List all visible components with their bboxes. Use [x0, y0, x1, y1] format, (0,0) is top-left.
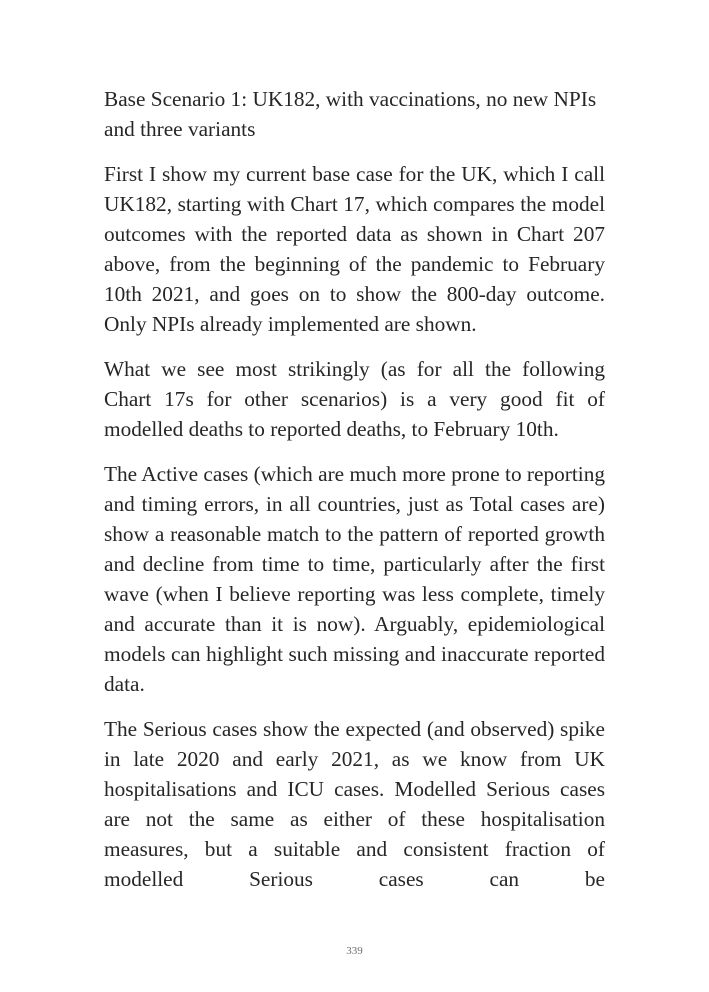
- page-content: [104, 84, 605, 894]
- paragraph-4: The Serious cases show the expected (and observed) spike in late 2020 and early 2021, as we know from UK hospitalisations and ICU cases. Modelled Serious cases are not the same as either of these hospitalisation measures, but a suitable and consistent fraction of modelled Serious cases can be: [104, 717, 605, 891]
- paragraph-2: What we see most strikingly (as for all the following Chart 17s for other scenarios) is a very good fit of modelled deaths to reported deaths, to February 10th.: [104, 357, 605, 441]
- section-heading: Base Scenario 1: UK182, with vaccinations, no new NPIs and three variants: [104, 87, 597, 141]
- paragraph-3: The Active cases (which are much more prone to reporting and timing errors, in all countries, just as Total cases are) show a reasonable match to the pattern of reported growth and decline from time to time, particularly after the first wave (when I believe reporting was less complete, timely and accurate than it is now). Arguably, epidemiological models can highlight such missing and inaccurate reported data.: [104, 462, 605, 696]
- page-number: 339: [346, 945, 363, 957]
- paragraph-1: First I show my current base case for the UK, which I call UK182, starting with Chart 17, which compares the model outcomes with the reported data as shown in Chart 207 above, from the beginning of the pandemic to February 10th 2021, and goes on to show the 800-day outcome. Only NPIs already implemented are shown.: [104, 162, 605, 336]
